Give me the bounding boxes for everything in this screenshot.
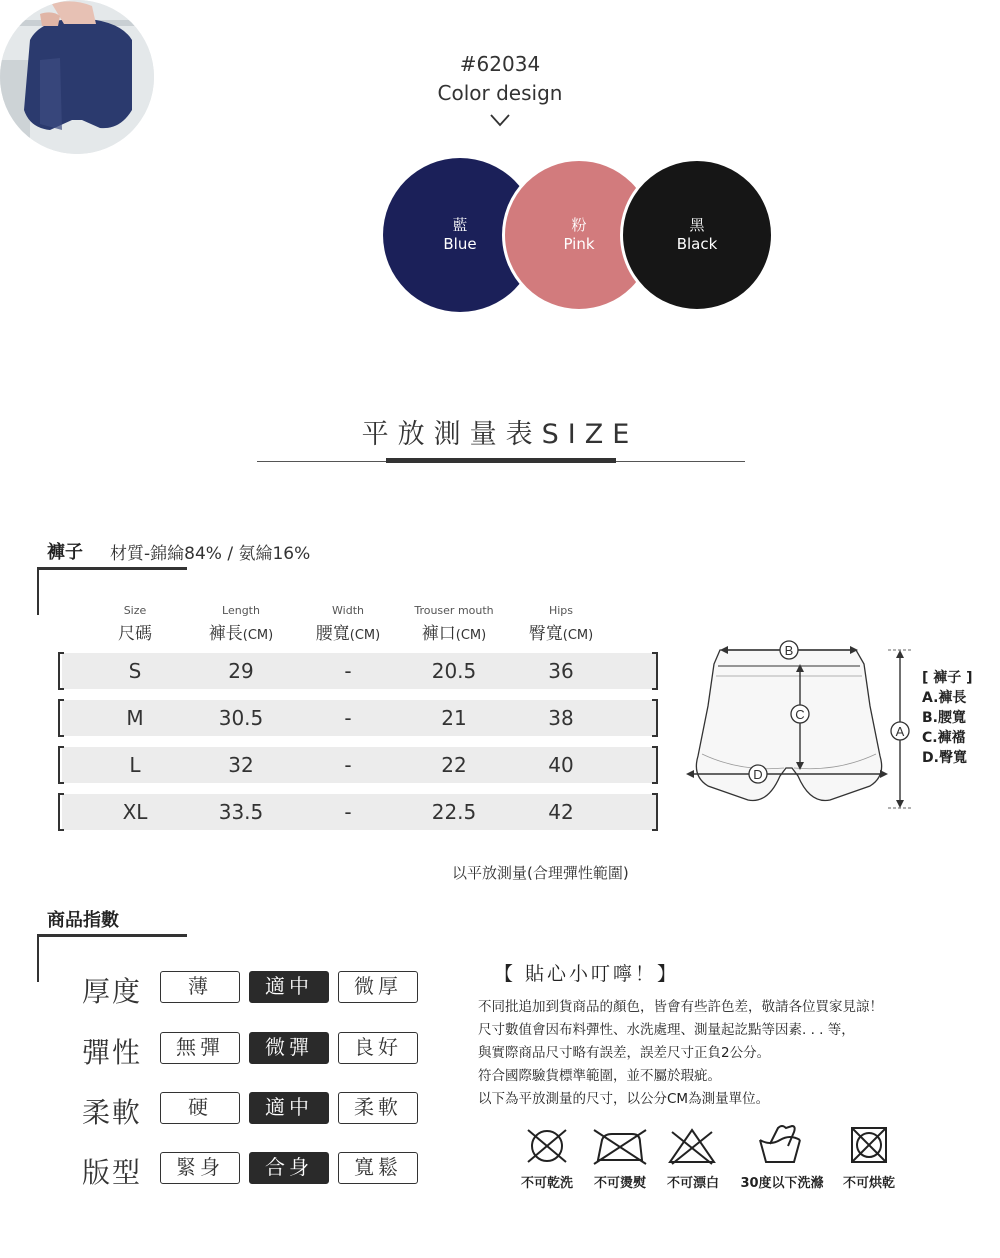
color-zh: 黑 <box>689 216 705 234</box>
no-iron-icon <box>592 1128 648 1166</box>
no-tumble-dry-icon <box>850 1126 888 1164</box>
product-photo <box>0 0 154 154</box>
measure-note: 以平放測量(合理彈性範圍) <box>452 864 629 882</box>
legend-title: [ 褲子 ] <box>922 670 973 686</box>
index-title: 商品指數 <box>47 910 119 931</box>
cell-trouser-mouth: 21 <box>441 706 467 730</box>
option-medium: 適中 <box>249 1092 329 1124</box>
cell-length: 33.5 <box>218 800 264 824</box>
no-dry-clean-icon <box>524 1126 570 1166</box>
cell-width: - <box>344 706 352 730</box>
notice-line: 與實際商品尺寸略有誤差，誤差尺寸正負2公分。 <box>478 1045 771 1061</box>
col-header-en: Width <box>332 604 364 617</box>
cell-width: - <box>344 659 352 683</box>
notice-line: 不同批追加到貨商品的顏色，皆會有些許色差，敬請各位買家見諒！ <box>478 999 883 1015</box>
title-underline-bar <box>386 458 616 463</box>
col-header-en: Length <box>222 604 260 617</box>
col-header-zh: 褲口(CM) <box>421 624 487 644</box>
index-label: 彈性 <box>82 1036 143 1069</box>
option-thin: 薄 <box>160 971 240 1003</box>
option-good-stretch: 良好 <box>338 1032 418 1064</box>
option-soft: 柔軟 <box>338 1092 418 1124</box>
option-loose: 寬鬆 <box>338 1152 418 1184</box>
option-no-stretch: 無彈 <box>160 1032 240 1064</box>
marker-d: D <box>753 767 763 782</box>
care-label: 不可烘乾 <box>842 1176 895 1191</box>
cell-hips: 40 <box>548 753 574 777</box>
cell-size: L <box>129 753 141 777</box>
index-label: 版型 <box>82 1156 143 1189</box>
notice-line: 尺寸數值會因布料彈性、水洗處理、測量起訖點等因素. . . 等， <box>478 1022 855 1038</box>
color-en: Black <box>676 235 718 253</box>
pants-label: 褲子 <box>47 542 83 563</box>
color-zh: 粉 <box>571 216 587 234</box>
cell-size: XL <box>122 800 148 824</box>
option-tight: 緊身 <box>160 1152 240 1184</box>
cell-length: 32 <box>228 753 254 777</box>
cell-trouser-mouth: 22 <box>441 753 467 777</box>
hand-wash-30-icon <box>756 1120 804 1166</box>
no-bleach-icon <box>666 1126 718 1166</box>
col-header-zh: 腰寬(CM) <box>315 624 381 644</box>
legend-item: B.腰寬 <box>922 710 966 726</box>
color-en: Blue <box>443 235 477 253</box>
diagram-legend <box>922 668 973 768</box>
legend-item: A.褲長 <box>922 690 967 706</box>
option-slight-stretch: 微彈 <box>249 1032 329 1064</box>
color-zh: 藍 <box>452 216 468 234</box>
cell-width: - <box>344 800 352 824</box>
cell-width: - <box>344 753 352 777</box>
care-label: 不可燙熨 <box>593 1176 646 1191</box>
notice-line: 符合國際驗貨標準範圍，並不屬於瑕疵。 <box>478 1068 721 1084</box>
cell-size: S <box>128 659 142 683</box>
cell-hips: 36 <box>548 659 574 683</box>
cell-length: 29 <box>228 659 254 683</box>
legend-item: D.臀寬 <box>922 750 967 766</box>
product-code: #62034 <box>459 52 541 76</box>
index-label: 柔軟 <box>82 1096 143 1129</box>
material-text: 材質-錦綸84% / 氨綸16% <box>110 544 311 564</box>
col-header-en: Size <box>123 604 147 617</box>
color-swatch-black[interactable] <box>620 158 774 312</box>
marker-c: C <box>795 707 805 722</box>
care-label: 不可乾洗 <box>520 1176 573 1191</box>
col-header-zh: 褲長(CM) <box>208 624 274 644</box>
care-label: 不可漂白 <box>666 1176 719 1191</box>
marker-b: B <box>784 643 794 658</box>
option-hard: 硬 <box>160 1092 240 1124</box>
notice-title: 【 貼心小叮嚀！】 <box>494 963 680 985</box>
option-medium: 適中 <box>249 971 329 1003</box>
cell-hips: 38 <box>548 706 574 730</box>
shorts-diagram <box>680 636 920 816</box>
col-header-en: Hips <box>548 604 574 617</box>
cell-size: M <box>126 706 144 730</box>
color-design-label: Color design <box>437 81 563 105</box>
index-label: 厚度 <box>82 975 143 1008</box>
col-header-zh: 尺碼 <box>118 624 152 644</box>
cell-trouser-mouth: 20.5 <box>431 659 477 683</box>
option-fitted: 合身 <box>249 1152 329 1184</box>
size-section-title: 平放測量表SIZE <box>361 419 639 450</box>
cell-trouser-mouth: 22.5 <box>431 800 477 824</box>
marker-a: A <box>895 724 905 739</box>
care-label: 30度以下洗滌 <box>740 1176 824 1191</box>
legend-item: C.褲襠 <box>922 730 966 746</box>
cell-hips: 42 <box>548 800 574 824</box>
color-en: Pink <box>563 235 595 253</box>
col-header-en: Trouser mouth <box>414 604 494 617</box>
option-thick: 微厚 <box>338 971 418 1003</box>
col-header-zh: 臀寬(CM) <box>528 624 594 644</box>
chevron-down-icon <box>488 112 512 128</box>
cell-length: 30.5 <box>218 706 264 730</box>
notice-line: 以下為平放測量的尺寸，以公分CM為測量單位。 <box>478 1091 770 1107</box>
